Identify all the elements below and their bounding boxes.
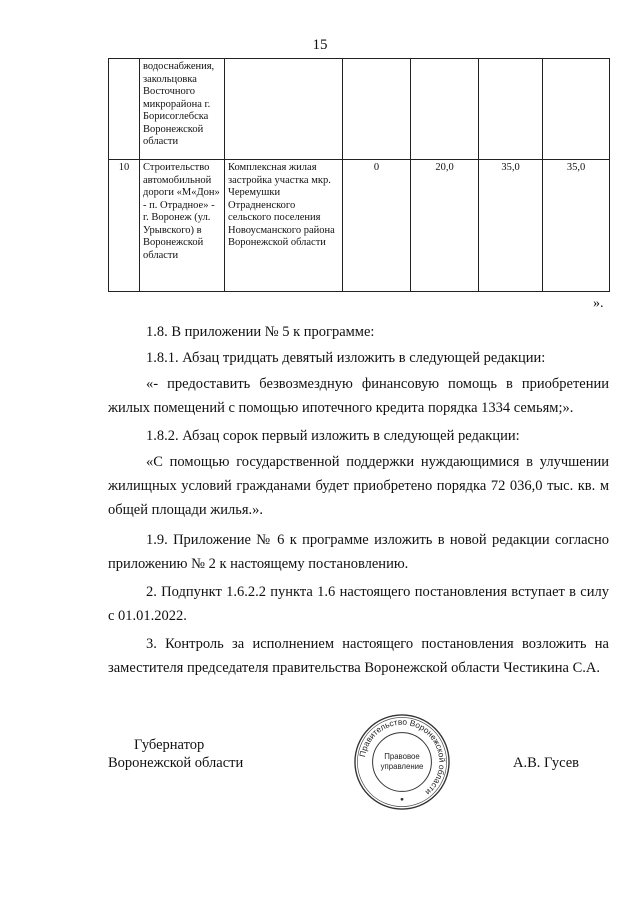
signatory-title-line: Воронежской области xyxy=(108,755,244,771)
row-number-cell: 10 xyxy=(109,160,140,292)
stamp-dot-icon xyxy=(401,798,404,801)
row-number-cell xyxy=(109,59,140,160)
value-cell xyxy=(343,59,411,160)
object-name-cell: Строительство автомобильной дороги «М«Дон» - п. Отрадное» - г. Воронеж (ул. Урывского) в Воронежской области xyxy=(140,160,225,292)
program-table xyxy=(108,58,610,292)
paragraph: 3. Контроль за исполнением настоящего постановления возложить на заместителя председателя правительства Воронежской области Честикина С.А. xyxy=(108,636,609,676)
paragraph: 1.8. В приложении № 5 к программе: xyxy=(146,324,375,340)
stamp-center-line: управление xyxy=(380,761,424,771)
value-cell xyxy=(411,59,479,160)
paragraph: 2. Подпункт 1.6.2.2 пункта 1.6 настоящего постановления вступает в силу с 01.01.2022. xyxy=(108,584,609,624)
stamp-center-line: Правовое xyxy=(384,752,420,762)
signatory-name: А.В. Гусев xyxy=(513,755,579,771)
value-cell xyxy=(479,59,543,160)
paragraph: 1.8.1. Абзац тридцать девятый изложить в следующей редакции: xyxy=(146,350,546,366)
value-cell: 35,0 xyxy=(479,160,543,292)
description-cell: Комплексная жилая застройка участка мкр. Черемушки Отрадненского сельского поселения Новоусманского района Воронежской области xyxy=(225,160,343,292)
official-stamp xyxy=(353,713,451,811)
description-cell xyxy=(225,59,343,160)
table-row xyxy=(109,59,610,160)
value-cell: 35,0 xyxy=(543,160,610,292)
paragraph: «С помощью государственной поддержки нуждающимися в улучшении жилищных условий гражданами будет приобретено порядка 72 036,0 тыс. кв. м общей площади жилья.». xyxy=(108,454,609,518)
value-cell: 20,0 xyxy=(411,160,479,292)
signatory-title-line: Губернатор xyxy=(134,737,205,753)
closing-quote: ». xyxy=(593,296,604,311)
stamp-ring-text: Правительство Воронежской области xyxy=(357,716,448,798)
paragraph: 1.9. Приложение № 6 к программе изложить в новой редакции согласно приложению № 2 к настоящему постановлению. xyxy=(108,532,609,572)
paragraph: 1.8.2. Абзац сорок первый изложить в следующей редакции: xyxy=(146,428,520,444)
paragraph: «- предоставить безвозмездную финансовую помощь в приобретении жилых помещений с помощью ипотечного кредита порядка 1334 семьям;». xyxy=(108,376,609,416)
table-row xyxy=(109,160,610,292)
page-number: 15 xyxy=(312,37,328,53)
value-cell xyxy=(543,59,610,160)
value-cell: 0 xyxy=(343,160,411,292)
signatory-title xyxy=(108,736,243,772)
object-name-cell: водоснабжения, закольцовка Восточного микрорайона г. Борисоглебска Воронежской области xyxy=(140,59,225,160)
